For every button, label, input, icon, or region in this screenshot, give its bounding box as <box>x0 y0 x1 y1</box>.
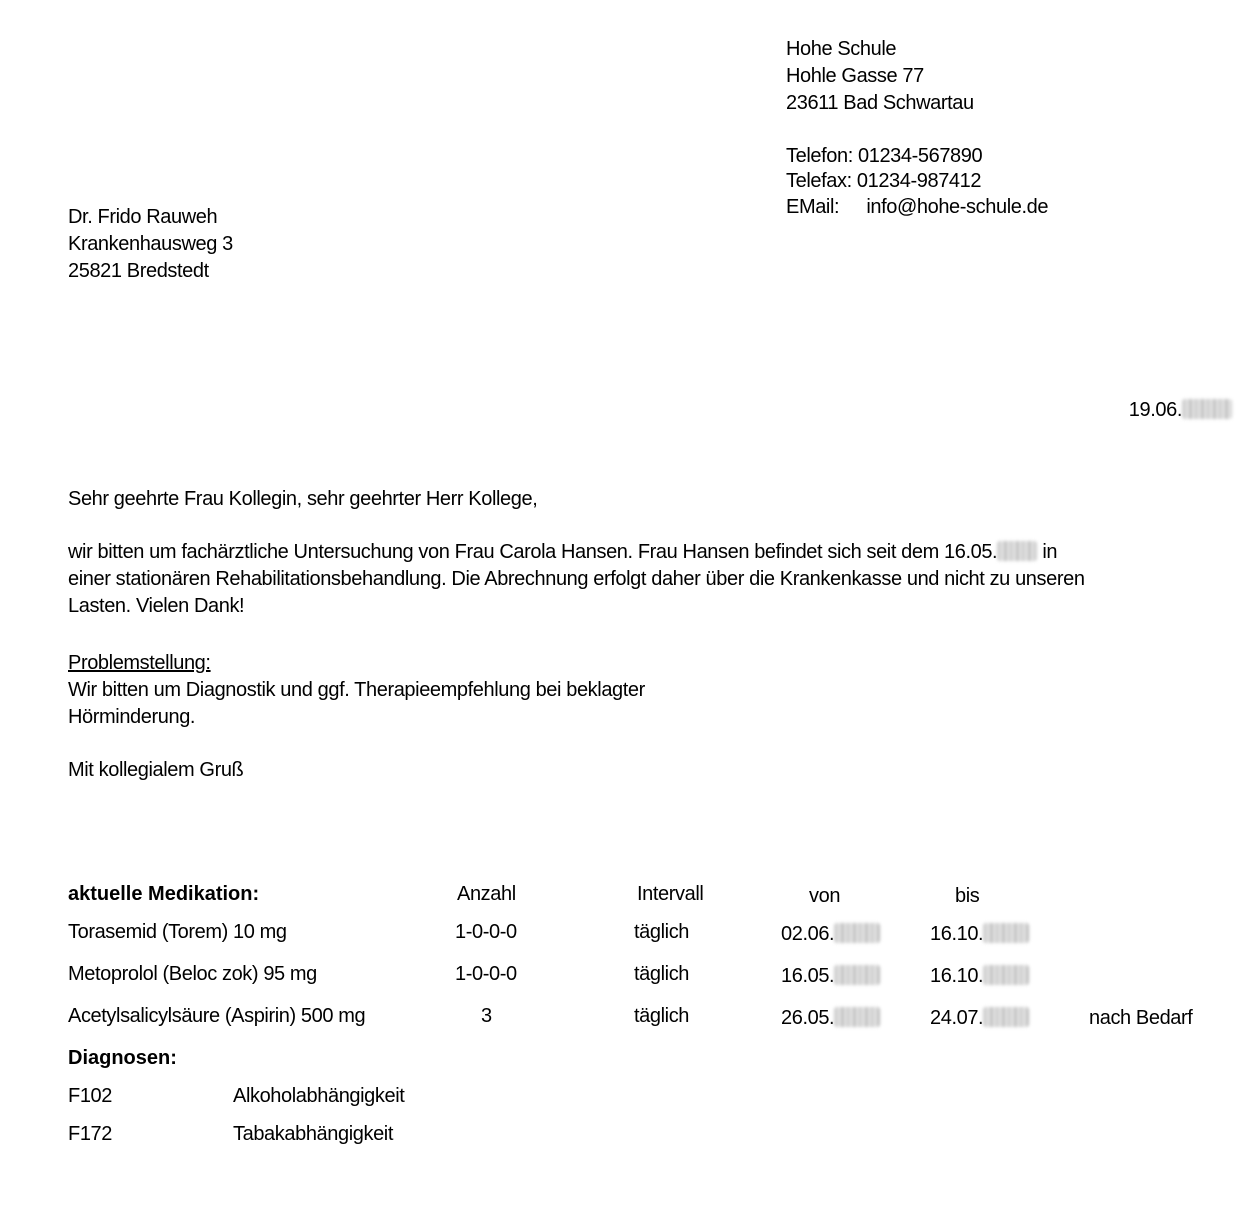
medication-from-text: 16.05. <box>781 965 835 987</box>
medication-to <box>930 962 1029 990</box>
medication-name: Metoprolol (Beloc zok) 95 mg <box>68 963 317 985</box>
sender-email-line <box>786 194 1048 221</box>
problem-section <box>68 650 645 731</box>
sender-street: Hohle Gasse 77 <box>786 65 924 87</box>
medication-note: nach Bedarf <box>1089 1007 1193 1029</box>
medication-count: 1-0-0-0 <box>455 921 517 943</box>
sender-address <box>786 36 1048 221</box>
body-line-2: einer stationären Rehabilitationsbehandlung. Die Abrechnung erfolgt daher über die Krankenkasse und nicht zu unseren <box>68 568 1085 590</box>
medication-title: aktuelle Medikation: <box>68 883 260 905</box>
redacted-year <box>834 1007 880 1027</box>
redacted-year <box>983 923 1029 943</box>
medication-from <box>781 962 880 990</box>
diagnosis-code: F102 <box>68 1085 112 1107</box>
medication-from-text: 26.05. <box>781 1007 835 1029</box>
problem-heading: Problemstellung: <box>68 652 211 674</box>
medication-name: Torasemid (Torem) 10 mg <box>68 921 287 943</box>
body-paragraph <box>68 539 1085 620</box>
diagnoses-title: Diagnosen: <box>68 1047 177 1069</box>
medication-name: Acetylsalicylsäure (Aspirin) 500 mg <box>68 1005 366 1027</box>
medication-header-interval: Intervall <box>637 883 704 905</box>
diagnosis-code: F172 <box>68 1123 112 1145</box>
medication-table <box>0 880 1259 1040</box>
recipient-city: 25821 Bredstedt <box>68 260 209 282</box>
letter-date-text: 19.06. <box>1128 399 1182 421</box>
problem-line-2: Hörminderung. <box>68 706 196 728</box>
medication-header-to: bis <box>955 885 980 907</box>
medication-header-count: Anzahl <box>457 883 516 905</box>
salutation: Sehr geehrte Frau Kollegin, sehr geehrter Herr Kollege, <box>68 488 538 510</box>
medication-to <box>930 920 1029 948</box>
diagnosis-label: Tabakabhängigkeit <box>233 1123 393 1145</box>
letter-date <box>1129 397 1232 424</box>
diagnoses-section <box>0 1044 1259 1154</box>
redacted-year <box>983 965 1029 985</box>
medication-from <box>781 1004 880 1032</box>
medication-to <box>930 1004 1029 1032</box>
closing: Mit kollegialem Gruß <box>68 759 244 781</box>
redacted-year <box>1182 399 1232 419</box>
medication-from <box>781 920 880 948</box>
medication-interval: täglich <box>634 921 690 943</box>
medication-from-text: 02.06. <box>781 923 835 945</box>
sender-name: Hohe Schule <box>786 38 897 60</box>
redacted-year <box>983 1007 1029 1027</box>
recipient-street: Krankenhausweg 3 <box>68 233 233 255</box>
medication-header-from: von <box>809 885 841 907</box>
redacted-year <box>997 541 1037 561</box>
redacted-year <box>834 923 880 943</box>
problem-line-1: Wir bitten um Diagnostik und ggf. Therapieempfehlung bei beklagter <box>68 679 645 701</box>
medication-interval: täglich <box>634 1005 690 1027</box>
medication-to-text: 16.10. <box>930 923 984 945</box>
redacted-year <box>834 965 880 985</box>
medication-to-text: 24.07. <box>930 1007 984 1029</box>
medication-interval: täglich <box>634 963 690 985</box>
recipient-address <box>68 204 233 285</box>
sender-fax: Telefax: 01234-987412 <box>786 170 982 192</box>
medication-count: 1-0-0-0 <box>455 963 517 985</box>
body-line-1-text: wir bitten um fachärztliche Untersuchung von Frau Carola Hansen. Frau Hansen befindet sich seit dem 16.05. <box>68 541 998 563</box>
sender-email-label: EMail: <box>786 196 840 218</box>
medication-to-text: 16.10. <box>930 965 984 987</box>
body-line-1 <box>68 539 1085 566</box>
sender-email: info@hohe-schule.de <box>866 196 1049 218</box>
sender-phone: Telefon: 01234-567890 <box>786 145 983 167</box>
diagnosis-label: Alkoholabhängigkeit <box>233 1085 405 1107</box>
body-line-1-end: in <box>1042 541 1058 563</box>
medication-count: 3 <box>481 1005 492 1027</box>
recipient-name: Dr. Frido Rauweh <box>68 206 218 228</box>
body-line-3: Lasten. Vielen Dank! <box>68 595 245 617</box>
sender-city: 23611 Bad Schwartau <box>786 92 974 114</box>
